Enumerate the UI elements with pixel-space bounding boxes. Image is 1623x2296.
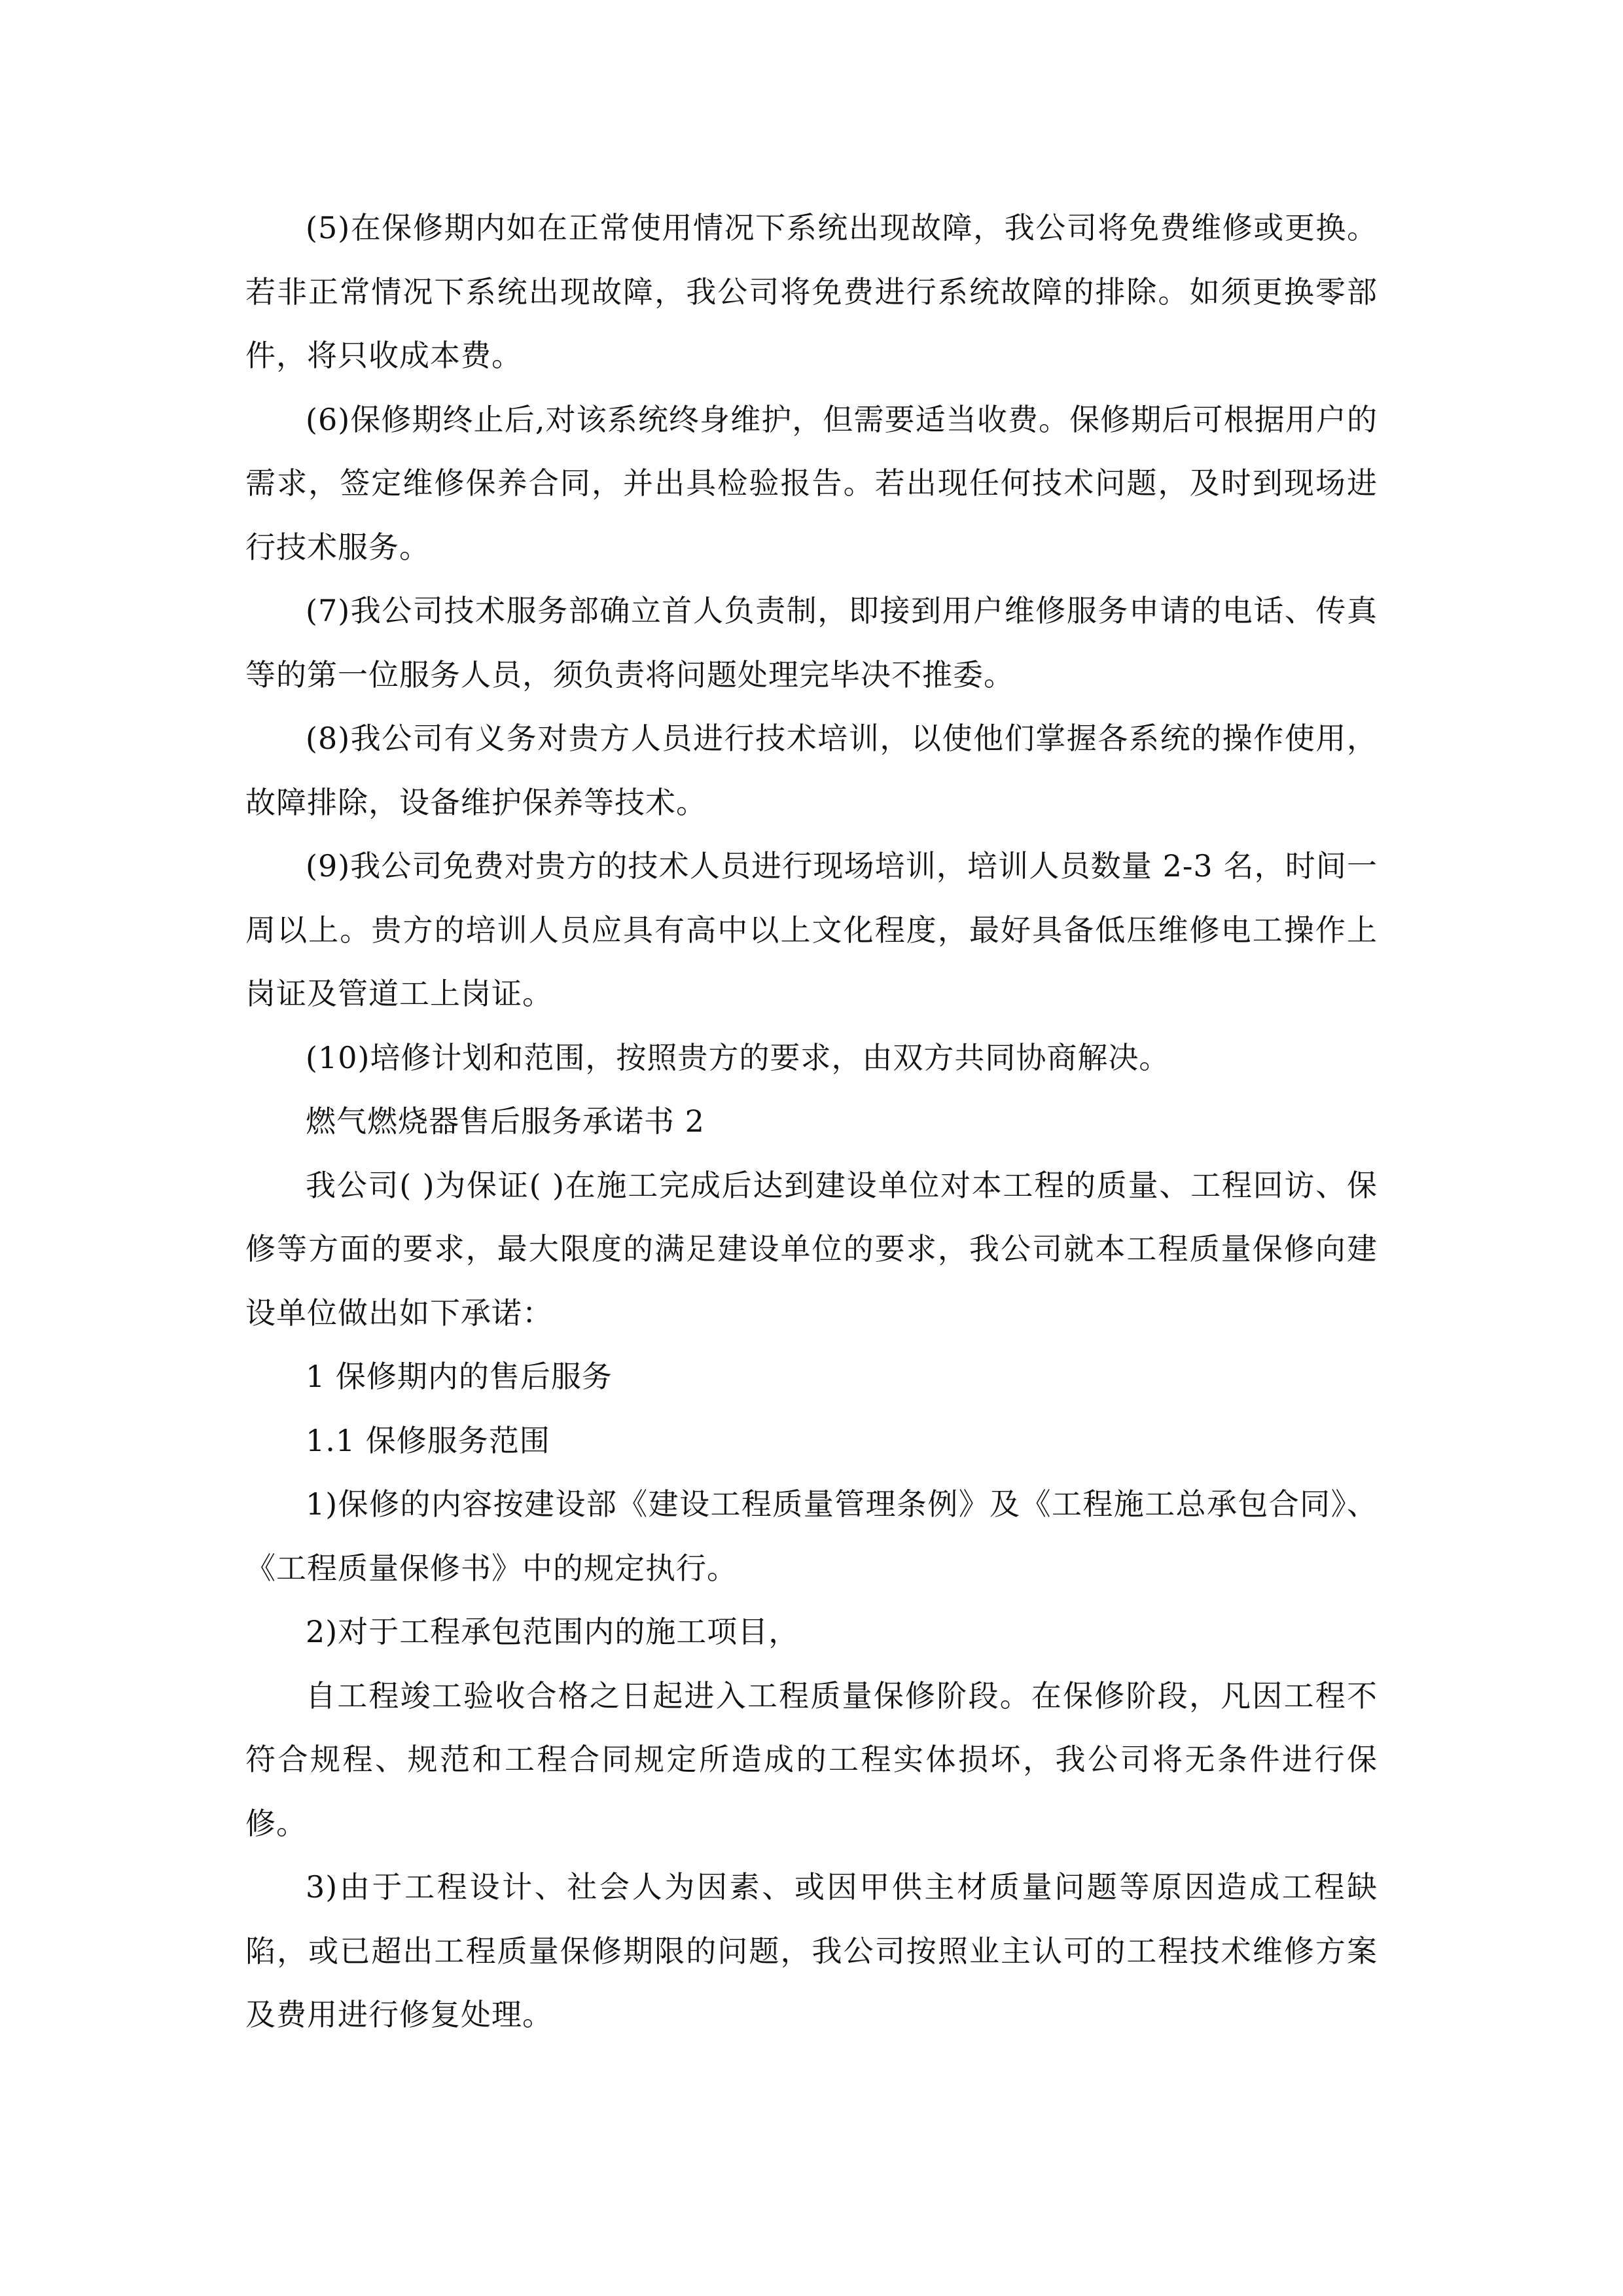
paragraph-warranty-item-6: (6)保修期终止后,对该系统终身维护，但需要适当收费。保修期后可根据用户的需求，签定维修保养合同，并出具检验报告。若出现任何技术问题，及时到现场进行技术服务。	[245, 401, 1378, 565]
paragraph-scope-2-cont: 自工程竣工验收合格之日起进入工程质量保修阶段。在保修阶段，凡因工程不符合规程、规范和工程合同规定所造成的工程实体损坏，我公司将无条件进行保修。	[245, 1677, 1378, 1841]
paragraph-warranty-item-7: (7)我公司技术服务部确立首人负责制，即接到用户维修服务申请的电话、传真等的第一位服务人员，须负责将问题处理完毕决不推委。	[245, 593, 1378, 692]
paragraph-warranty-item-10: (10)培修计划和范围，按照贵方的要求，由双方共同协商解决。	[306, 1039, 1170, 1075]
document-body	[245, 196, 1378, 2047]
section-title-commitment-2: 燃气燃烧器售后服务承诺书 2	[306, 1103, 705, 1139]
paragraph-warranty-item-5: (5)在保修期内如在正常使用情况下系统出现故障，我公司将免费维修或更换。若非正常情况下系统出现故障，我公司将免费进行系统故障的排除。如须更换零部件，将只收成本费。	[245, 210, 1378, 373]
heading-1: 1 保修期内的售后服务	[306, 1359, 613, 1394]
heading-1-1: 1.1 保修服务范围	[306, 1422, 550, 1458]
paragraph-intro: 我公司( )为保证( )在施工完成后达到建设单位对本工程的质量、工程回访、保修等方面的要求，最大限度的满足建设单位的要求，我公司就本工程质量保修向建设单位做出如下承诺：	[245, 1167, 1378, 1331]
paragraph-warranty-item-9: (9)我公司免费对贵方的技术人员进行现场培训，培训人员数量 2-3 名，时间一周以上。贵方的培训人员应具有高中以上文化程度，最好具备低压维修电工操作上岗证及管道工上岗证。	[245, 848, 1378, 1011]
paragraph-warranty-item-8: (8)我公司有义务对贵方人员进行技术培训，以使他们掌握各系统的操作使用，故障排除，设备维护保养等技术。	[245, 721, 1378, 820]
paragraph-scope-3: 3)由于工程设计、社会人为因素、或因甲供主材质量问题等原因造成工程缺陷，或已超出工程质量保修期限的问题，我公司按照业主认可的工程技术维修方案及费用进行修复处理。	[245, 1869, 1378, 2032]
paragraph-scope-1: 1)保修的内容按建设部《建设工程质量管理条例》及《工程施工总承包合同》、《工程质量保修书》中的规定执行。	[245, 1486, 1378, 1586]
paragraph-scope-2: 2)对于工程承包范围内的施工项目，	[306, 1614, 800, 1649]
